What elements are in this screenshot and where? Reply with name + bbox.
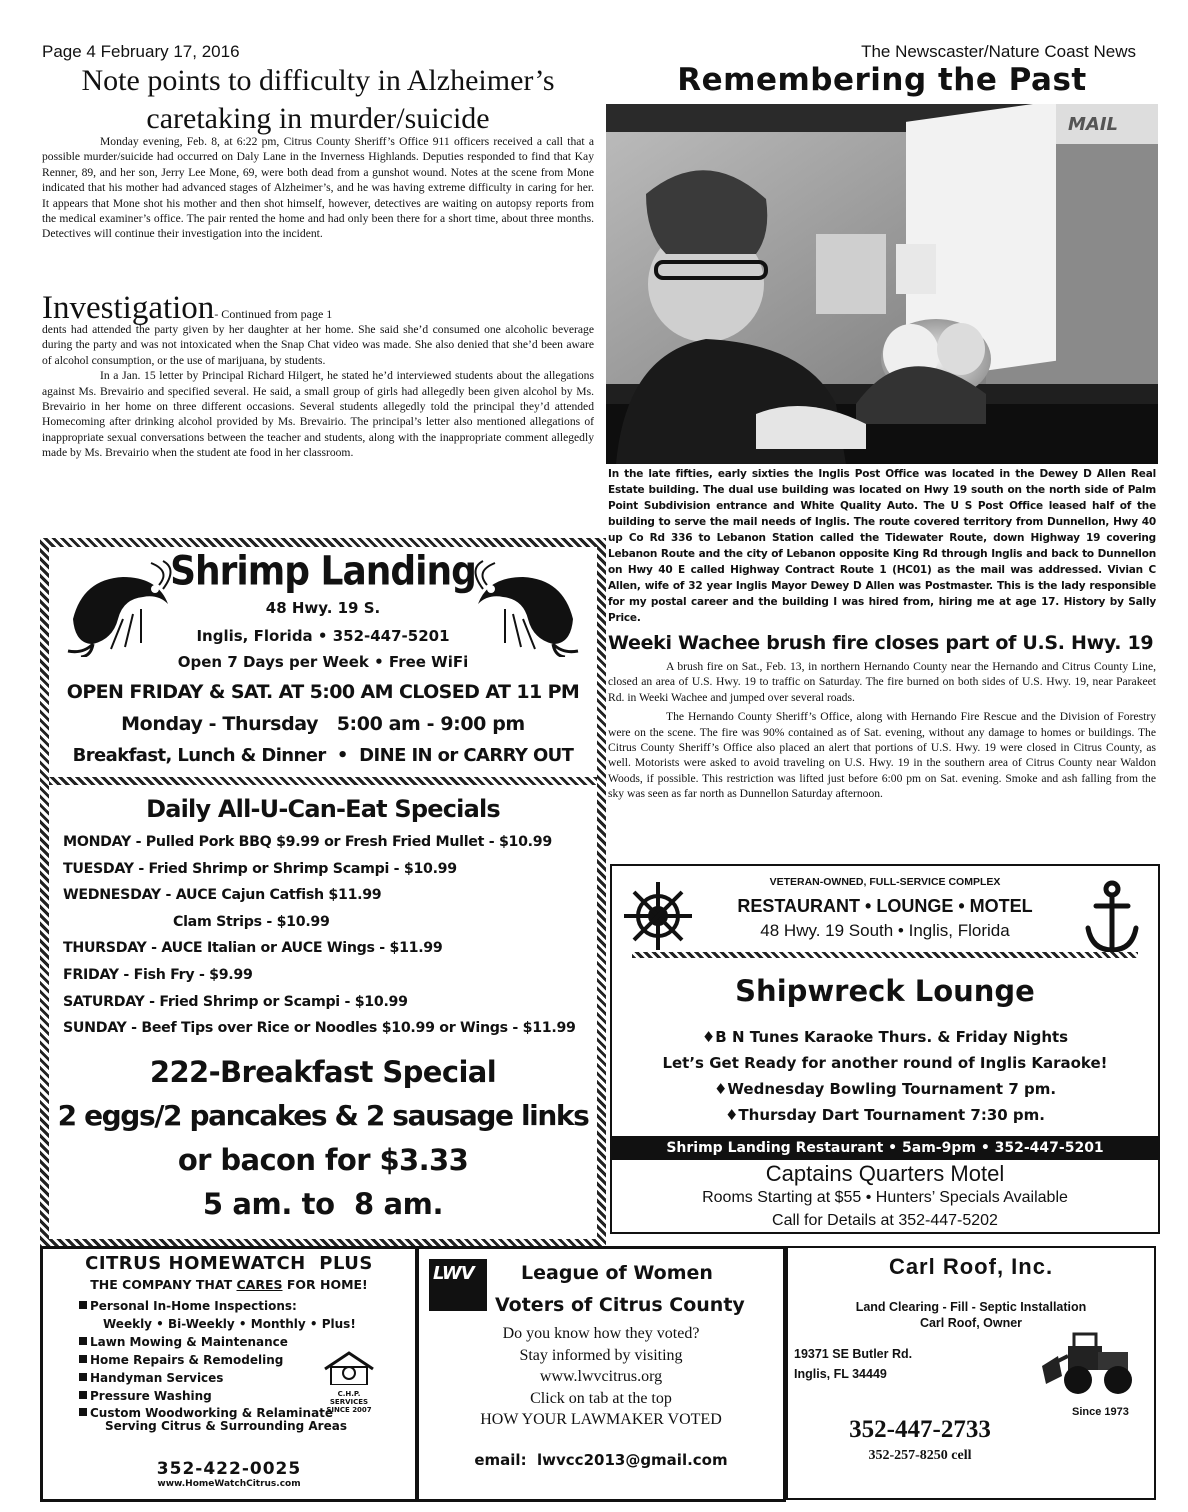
restaurant-open-days: Open 7 Days per Week • Free WiFi (177, 653, 469, 671)
breakfast-title: 222-Breakfast Special (149, 1055, 497, 1089)
veteran-owned-tag: VETERAN-OWNED, FULL-SERVICE COMPLEX (769, 876, 1001, 888)
service-frequency: Weekly • Bi-Weekly • Monthly • Plus! (103, 1317, 356, 1331)
lwv-info-line: Do you know how they voted? (502, 1325, 700, 1342)
photo-illustration (606, 104, 1158, 464)
service-item: Lawn Mowing & Maintenance (90, 1335, 288, 1349)
historic-photo (606, 104, 1158, 464)
roof-cell: 352-257-8250 cell (868, 1448, 972, 1463)
homewatch-tagline-cares: CARES (236, 1277, 283, 1292)
complex-address: 48 Hwy. 19 South • Inglis, Florida (760, 921, 1010, 940)
lwv-name-line-1: League of Women (521, 1262, 713, 1284)
roof-company-name: Carl Roof, Inc. (888, 1254, 1054, 1279)
publication-name: The Newscaster/Nature Coast News (861, 42, 1136, 61)
roof-phone: 352-447-2733 (849, 1416, 991, 1443)
motel-rooms: Rooms Starting at $55 • Hunters’ Specials Available (702, 1189, 1068, 1206)
restaurant-name: Shrimp Landing (170, 548, 476, 595)
headline-line-2: caretaking in murder/suicide (146, 102, 490, 135)
special-thursday: THURSDAY - AUCE Italian or AUCE Wings - $11.99 (63, 940, 443, 957)
article-body (42, 134, 594, 242)
roof-address (794, 1344, 912, 1384)
continued-note: - Continued from page 1 (214, 307, 333, 321)
league-of-women-voters-ad (416, 1246, 786, 1502)
lwv-email: email: lwvcc2013@gmail.com (474, 1451, 728, 1469)
roof-owner: Carl Roof, Owner (919, 1316, 1023, 1330)
page-date: Page 4 February 17, 2016 (42, 42, 240, 61)
lwv-info-line: HOW YOUR LAWMAKER VOTED (480, 1411, 722, 1428)
rope-divider (632, 952, 1138, 958)
special-saturday: SATURDAY - Fried Shrimp or Scampi - $10.99 (63, 993, 408, 1010)
investigation-body (42, 322, 594, 461)
article-paragraph: In a Jan. 15 letter by Principal Richard Hilgert, he stated he’d interviewed students about the allegations against Ms. Brevairio and specified several. He said, a small group of girls had allegedly been given alcohol by Ms. Brevairio in her home on three different occasions. Several students allegedly told the principal they’d attended Homecoming after drinking alcohol provided by Ms. Brevairio. The principal’s letter also mentioned allegations of inappropriate sexual conversations between the teacher and students, along with the inappropriate comment allegedly made by Ms. Brevairio when the student ate food in her classroom. (42, 369, 594, 460)
meals-service: Breakfast, Lunch & Dinner • DINE IN or CARRY OUT (72, 745, 574, 766)
lwv-name-line-2: Voters of Citrus County (495, 1294, 745, 1316)
special-tuesday: TUESDAY - Fried Shrimp or Shrimp Scampi - $10.99 (63, 860, 457, 877)
roof-services: Land Clearing - Fill - Septic Installation (855, 1300, 1087, 1314)
lwv-info-line: Stay informed by visiting (519, 1346, 683, 1364)
lwv-info-line: Click on tab at the top (530, 1389, 672, 1407)
homewatch-ad (40, 1246, 418, 1502)
special-friday: FRIDAY - Fish Fry - $9.99 (63, 966, 253, 983)
homewatch-tagline: THE COMPANY THAT (90, 1277, 237, 1292)
special-monday: MONDAY - Pulled Pork BBQ $9.99 or Fresh Fried Mullet - $10.99 (63, 834, 552, 850)
roof-since: Since 1973 (1072, 1406, 1129, 1418)
bullet-icon (79, 1408, 87, 1416)
homewatch-logo (319, 1351, 379, 1414)
homewatch-serving: Serving Citrus & Surrounding Areas (105, 1419, 347, 1433)
service-item: Handyman Services (90, 1371, 224, 1385)
complex-services: RESTAURANT • LOUNGE • MOTEL (737, 896, 1033, 916)
specials-list (63, 829, 593, 1042)
event-bowling: ♦Wednesday Bowling Tournament 7 pm. (713, 1080, 1057, 1098)
lounge-name: Shipwreck Lounge (735, 974, 1035, 1008)
restaurant-address: 48 Hwy. 19 S. (265, 599, 381, 617)
fri-sat-hours: OPEN FRIDAY & SAT. AT 5:00 AM CLOSED AT 11 PM (66, 681, 580, 703)
lwv-info (419, 1323, 783, 1431)
section-title: Remembering the Past (677, 62, 1087, 98)
bullet-icon (79, 1391, 87, 1399)
shrimp-landing-ad (40, 538, 606, 1248)
fire-headline: Weeki Wachee brush fire closes part of U.S. Hwy. 19 (608, 632, 1154, 654)
carl-roof-ad (786, 1246, 1156, 1500)
homewatch-website: www.HomeWatchCitrus.com (157, 1479, 301, 1489)
article-paragraph: Monday evening, Feb. 8, at 6:22 pm, Citrus County Sheriff’s Office 911 officers received a call that a possible murder/suicide had occurred on Daly Lane in the Inverness Highlands. Deputies responded to find that Kay Renner, 89, and her son, Jerry Lee Mone, 69, were both dead from a gunshot wound. Notes at the scene from Mone indicated that his mother had advanced stages of Alzheimer’s, and he was having extreme difficulty in caring for her. It appears that Mone shot his mother and then shot himself, however, detectives are waiting on autopsy reports from the medical examiner’s office. The pair rented the home and had only been there for a short time, about three months. Detectives will continue their investigation into the incident. (42, 135, 594, 241)
lwv-website: www.lwvcitrus.org (539, 1368, 663, 1385)
homewatch-phone: 352-422-0025 (156, 1459, 302, 1479)
article-paragraph: A brush fire on Sat., Feb. 13, in northern Hernando County near the Hernando and Citrus County Line, closed an area of U.S. Hwy. 19 to traffic on Saturday. The fire burned on both sides of U.S. Hwy. 19, near Parakeet Rd. in Weeki Wachee and jumped over several roads. (608, 660, 1156, 704)
lwv-logo-text: LWV (433, 1263, 474, 1284)
service-item: Pressure Washing (90, 1389, 212, 1403)
investigation-title: Investigation (42, 290, 215, 326)
special-wednesday-extra: Clam Strips - $10.99 (173, 913, 330, 930)
lwv-logo (429, 1259, 487, 1311)
event-karaoke: ♦B N Tunes Karaoke Thurs. & Friday Nights (701, 1028, 1069, 1046)
service-item: Home Repairs & Remodeling (90, 1353, 284, 1367)
motel-call: Call for Details at 352-447-5202 (772, 1212, 998, 1229)
fire-article-body (608, 659, 1156, 802)
homewatch-tagline-end: FOR HOME! (282, 1277, 368, 1292)
service-item: Custom Woodworking & Relaminate (90, 1406, 334, 1420)
motel-name: Captains Quarters Motel (765, 1161, 1005, 1186)
article-headline (42, 60, 594, 140)
article-paragraph: dents had attended the party given by her daughter at her home. She said she’d consumed one alcoholic beverage during the party and was not intoxicated when the Snap Chat video was made. She also denied that she’d been aware of alcohol consumption, or the use of marijuana, by students. (42, 323, 594, 367)
bulldozer-icon (1038, 1326, 1148, 1398)
service-item: Personal In-Home Inspections: (90, 1299, 297, 1313)
homewatch-services (79, 1297, 356, 1433)
mon-thu-hours: Monday - Thursday 5:00 am - 9:00 pm (121, 713, 525, 735)
photo-mail-sign: MAIL (1068, 114, 1119, 135)
headline-line-1: Note points to difficulty in Alzheimer’s (81, 64, 555, 97)
event-darts: ♦Thursday Dart Tournament 7:30 pm. (724, 1106, 1046, 1124)
breakfast-line-2: or bacon for $3.33 (177, 1143, 469, 1177)
bullet-icon (79, 1373, 87, 1381)
specials-title: Daily All-U-Can-Eat Specials (146, 795, 500, 823)
shipwreck-lounge-ad (610, 864, 1160, 1234)
photo-caption: In the late fifties, early sixties the Inglis Post Office was located in the Dewey D Allen Real Estate building. The dual use building was located on Hwy 19 south on the north side of Palm Point Subdivision entrance and White Quality Auto. The U S Post Office leased half of the building to serve the mail needs of Inglis. The route covered territory from Dunnellon, Hwy 40 up Co Rd 336 to Lebanon Station called the Tidewater Route, down Highway 19 covering Lebanon Route and the city of Lebanon opposite King Rd through Inglis and back to Dunnellon on Hwy 40 E called Highway Contract Route 1 (HC01) as the mail was addressed. Vivian C Allen, wife of 32 year Inglis Mayor Dewey D Allen was Postmaster. This is the lady responsible for my postal career and the building I was hired from, hiring me at age 17. History by Sally Price. (608, 468, 1156, 624)
homewatch-logo-text: C.H.P. SERVICES (329, 1390, 369, 1406)
anchor-icon (1082, 880, 1142, 956)
special-sunday: SUNDAY - Beef Tips over Rice or Noodles $10.99 or Wings - $11.99 (63, 1020, 576, 1037)
house-logo-icon (319, 1351, 379, 1385)
bullet-icon (79, 1355, 87, 1363)
roof-street: 19371 SE Butler Rd. (794, 1347, 913, 1361)
bullet-icon (79, 1301, 87, 1309)
breakfast-line-1: 2 eggs/2 pancakes & 2 sausage links (57, 1099, 589, 1132)
homewatch-since: SINCE 2007 (326, 1406, 372, 1414)
rope-divider (49, 777, 597, 785)
lwv-name (495, 1257, 745, 1321)
article-paragraph: The Hernando County Sheriff’s Office, along with Hernando Fire Rescue and the Division of Forestry were on the scene. The fire was 90% contained as of Sat. evening, without any damage to homes or buildings. The Citrus County Sheriff’s Office also placed an alert that portions of U.S. Hwy. 19 were closed in Citrus County, as well. Motorists were asked to avoid traveling on U.S. Hwy. 19 in the southern area of Citrus County near Waldon Woods, if possible. This restriction was lifted just before 6:00 pm on Sat. evening. Smoke and ash falling from the sky was seen as far north as Dunnellon Saturday afternoon. (608, 710, 1156, 801)
bullet-icon (79, 1337, 87, 1345)
restaurant-hours-bar: Shrimp Landing Restaurant • 5am-9pm • 352-447-5201 (612, 1136, 1158, 1160)
homewatch-name: CITRUS HOMEWATCH PLUS (85, 1253, 373, 1274)
lounge-events (612, 1024, 1158, 1128)
restaurant-city-phone: Inglis, Florida • 352-447-5201 (196, 627, 450, 645)
breakfast-hours: 5 am. to 8 am. (202, 1187, 444, 1221)
event-karaoke-note: Let’s Get Ready for another round of Inglis Karaoke! (662, 1054, 1108, 1072)
special-wednesday: WEDNESDAY - AUCE Cajun Catfish $11.99 (63, 887, 382, 904)
roof-city: Inglis, FL 34449 (794, 1367, 887, 1381)
